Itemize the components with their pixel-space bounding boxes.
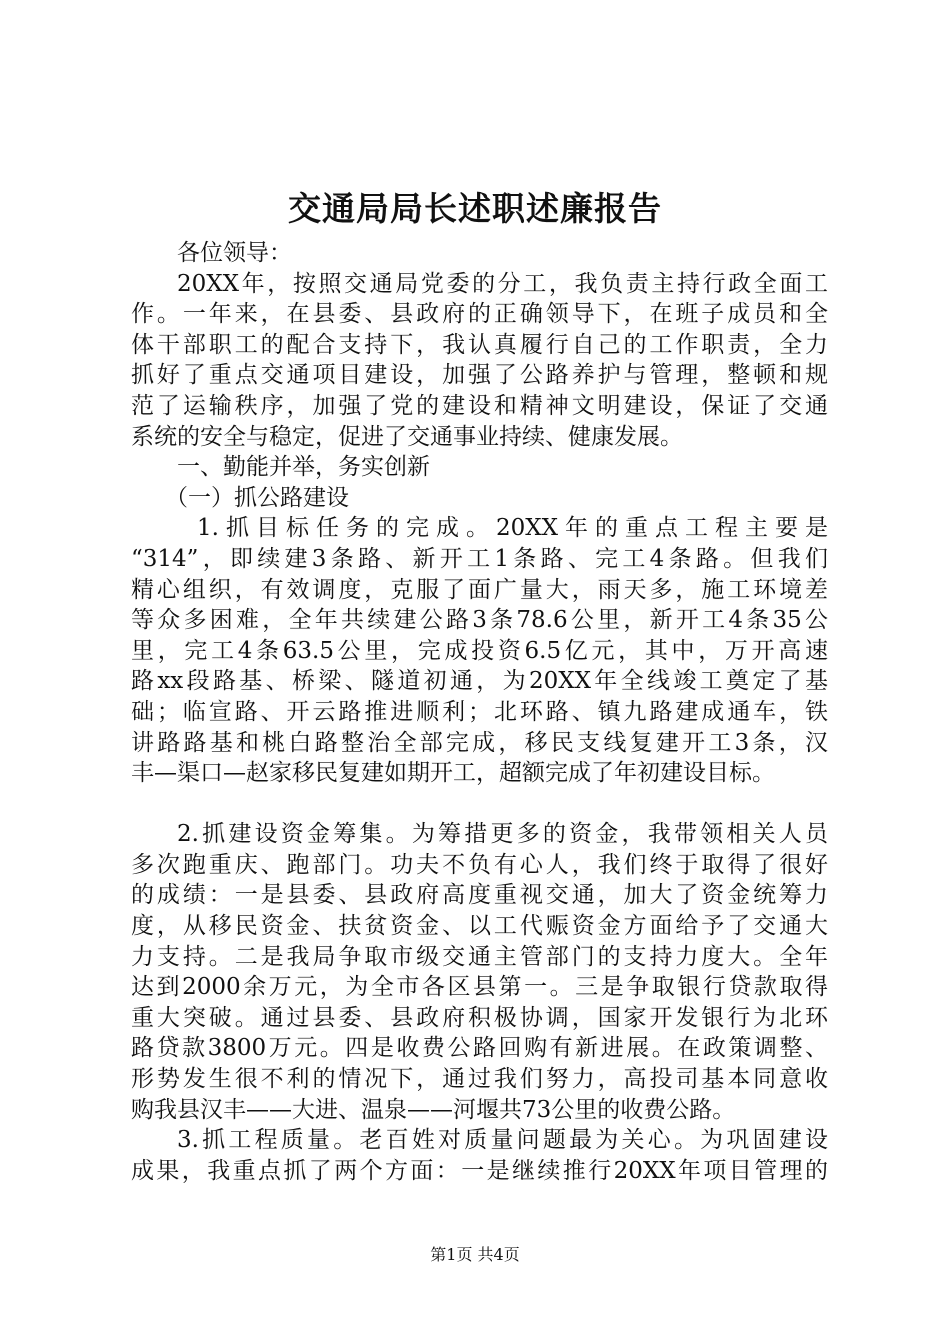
paragraph-line: 讲路路基和桃白路整治全部完成，移民支线复建开工3条，汉	[131, 729, 828, 756]
salutation: 各位领导：	[177, 240, 292, 266]
paragraph-line: 形势发生很不利的情况下，通过我们努力，高投司基本同意收	[131, 1066, 828, 1093]
paragraph-line: 路贷款3800万元。四是收费公路回购有新进展。在政策调整、	[131, 1035, 828, 1062]
paragraph-line: 里，完工4条63.5公里，完成投资6.5亿元，其中，万开高速	[131, 637, 828, 664]
paragraph-line: 度，从移民资金、扶贫资金、以工代赈资金方面给予了交通大	[131, 913, 828, 940]
paragraph-line: 3.抓工程质量。老百姓对质量问题最为关心。为巩固建设	[177, 1127, 828, 1154]
page-number: 第1页 共4页	[430, 1245, 520, 1264]
paragraph-line: 的成绩：一是县委、县政府高度重视交通，加大了资金统筹力	[131, 882, 828, 909]
paragraph-line: 等众多困难，全年共续建公路3条78.6公里，新开工4条35公	[131, 607, 828, 634]
paragraph-line: 范了运输秩序，加强了党的建设和精神文明建设，保证了交通	[131, 392, 828, 419]
paragraph-line: 2.抓建设资金筹集。为筹措更多的资金，我带领相关人员	[177, 821, 828, 848]
paragraph-gap	[131, 789, 828, 820]
paragraph-line: 达到2000余万元，为全市各区县第一。三是争取银行贷款取得	[131, 974, 828, 1001]
document-title: 交通局局长述职述廉报告	[288, 189, 662, 228]
section-heading: 一、勤能并举，务实创新	[177, 454, 430, 481]
paragraph-line: “314”，即续建3条路、新开工1条路、完工4条路。但我们	[131, 545, 828, 572]
paragraph-line: 作。一年来，在县委、县政府的正确领导下，在班子成员和全	[131, 301, 828, 328]
paragraph-line: 体干部职工的配合支持下，我认真履行自己的工作职责，全力	[131, 331, 828, 358]
subsection-heading: （一）抓公路建设	[165, 484, 349, 511]
paragraph-line: 成果，我重点抓了两个方面：一是继续推行20XX年项目管理的	[131, 1157, 828, 1184]
paragraph-line: 20XX年，按照交通局党委的分工，我负责主持行政全面工	[177, 270, 828, 297]
paragraph-line: 精心组织，有效调度，克服了面广量大，雨天多，施工环境差	[131, 576, 828, 603]
paragraph-line: 力支持。二是我局争取市级交通主管部门的支持力度大。全年	[131, 943, 828, 970]
paragraph-line: 1.抓目标任务的完成。20XX年的重点工程主要是	[197, 515, 828, 542]
paragraph-line: 重大突破。通过县委、县政府积极协调，国家开发银行为北环	[131, 1004, 828, 1031]
paragraph-line: 多次跑重庆、跑部门。功夫不负有心人，我们终于取得了很好	[131, 851, 828, 878]
paragraph-line: 路xx段路基、桥梁、隧道初通，为20XX年全线竣工奠定了基	[131, 668, 828, 695]
paragraph-line: 购我县汉丰——大进、温泉——河堰共73公里的收费公路。	[131, 1096, 736, 1123]
paragraph-line: 系统的安全与稳定，促进了交通事业持续、健康发展。	[131, 423, 683, 450]
paragraph-line: 丰—渠口—赵家移民复建如期开工，超额完成了年初建设目标。	[131, 760, 775, 787]
document-body	[131, 238, 828, 1186]
paragraph-line: 抓好了重点交通项目建设，加强了公路养护与管理，整顿和规	[131, 362, 828, 389]
paragraph-line: 础；临宣路、开云路推进顺利；北环路、镇九路建成通车，铁	[131, 698, 828, 725]
